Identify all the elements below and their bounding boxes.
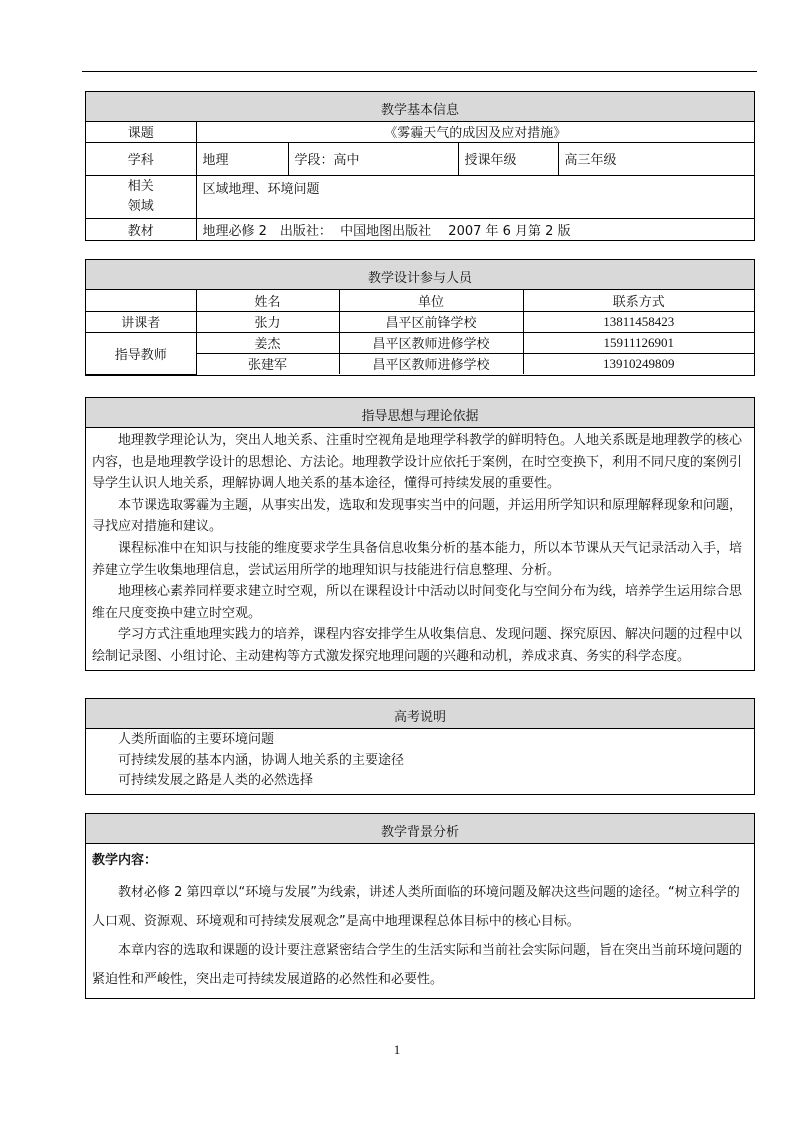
- basic-info-table: [86, 122, 754, 240]
- guide-label: 指导教师: [86, 332, 196, 374]
- staff-col-blank: [86, 290, 196, 311]
- list-item: 人类所面临的主要环境问题: [118, 732, 275, 747]
- col-contact: 联系方式: [523, 290, 754, 311]
- guide-unit: 昌平区教师进修学校: [339, 353, 523, 374]
- stage-label: 学段：: [294, 153, 334, 168]
- grade-value: 高三年级: [558, 142, 754, 175]
- exam-header: 高考说明: [86, 699, 754, 729]
- basic-info-header: 教学基本信息: [86, 92, 754, 122]
- textbook-label: 教材: [86, 218, 196, 240]
- staff-header: 教学设计参与人员: [86, 260, 754, 290]
- list-item: 可持续发展的基本内涵，协调人地关系的主要途径: [118, 752, 405, 768]
- background-section: [85, 813, 755, 999]
- table-row: [86, 311, 754, 332]
- theory-header: 指导思想与理论依据: [86, 398, 754, 428]
- guide-phone: 13910249809: [523, 353, 754, 374]
- lecturer-phone: 13811458423: [523, 311, 754, 332]
- exam-list: [86, 729, 754, 794]
- list-item: 可持续发展之路是人类的必然选择: [118, 773, 314, 788]
- field-label: [86, 175, 196, 218]
- staff-section: [85, 259, 755, 376]
- background-header: 教学背景分析: [86, 814, 754, 844]
- theory-paragraph: 课程标准中在知识与技能的维度要求学生具备信息收集分析的基本能力，所以本节课从天气记录活动入手，培养建立学生收集地理信息，尝试运用所学的地理知识与技能进行信息整理、分析。: [92, 540, 743, 578]
- content-title: 教学内容：: [92, 853, 158, 868]
- topic-label: 课题: [86, 122, 196, 142]
- background-body: [86, 844, 754, 998]
- guide-name: 姜杰: [196, 332, 339, 353]
- table-row: [86, 332, 754, 353]
- background-paragraph: 教材必修 2 第四章以“环境与发展”为线索，讲述人类所面临的环境问题及解决这些问题的途径。“树立科学的人口观、资源观、环境观和可持续发展观念”是高中地理课程总体目标中的核心目标。: [92, 885, 740, 929]
- guide-phone: 15911126901: [523, 332, 754, 353]
- page-number: 1: [393, 1042, 401, 1057]
- field-value: 区域地理、环境问题: [196, 175, 754, 218]
- theory-paragraph: 地理教学理论认为，突出人地关系、注重时空视角是地理学科教学的鲜明特色。人地关系既是地理教学的核心内容，也是地理教学设计的思想论、方法论。地理教学设计应依托于案例，在时空变换下，利用不同尺度的案例引导学生认识人地关系，理解协调人地关系的基本途径，懂得可持续发展的重要性。: [92, 433, 743, 492]
- lecturer-unit: 昌平区前锋学校: [339, 311, 523, 332]
- theory-section: [85, 397, 755, 671]
- theory-paragraph: 本节课选取雾霾为主题，从事实出发，选取和发现事实当中的问题，并运用所学知识和原理解释现象和问题，寻找应对措施和建议。: [92, 497, 743, 535]
- field-label-line-1: 相关: [127, 178, 154, 194]
- field-label-line-2: 领域: [127, 198, 154, 214]
- theory-paragraph: 学习方式注重地理实践力的培养，课程内容安排学生从收集信息、发现问题、探究原因、解决问题的过程中以绘制记录图、小组讨论、主动建构等方式激发探究地理问题的兴趣和动机，养成求真、务实的科学态度。: [92, 627, 743, 664]
- guide-name: 张建军: [196, 353, 339, 374]
- topic-value: 《雾霾天气的成因及应对措施》: [196, 122, 754, 142]
- guide-unit: 昌平区教师进修学校: [339, 332, 523, 353]
- subject-label: 学科: [86, 142, 196, 175]
- exam-section: [85, 698, 755, 795]
- theory-paragraph: 地理核心素养同样要求建立时空观，所以在课程设计中活动以时间变化与空间分布为线，培养学生运用综合思维在尺度变换中建立时空观。: [92, 584, 743, 621]
- basic-info-section: [85, 91, 755, 241]
- background-paragraph: 本章内容的选取和课题的设计要注意紧密结合学生的生活实际和当前社会实际问题，旨在突出当前环境问题的紧迫性和严峻性，突出走可持续发展道路的必然性和必要性。: [92, 943, 743, 987]
- grade-label: 授课年级: [458, 142, 558, 175]
- header-rule: [82, 71, 757, 72]
- subject-value: 地理: [196, 142, 288, 175]
- staff-table: [86, 290, 754, 375]
- col-name: 姓名: [196, 290, 339, 311]
- lecturer-name: 张力: [196, 311, 339, 332]
- textbook-value: 地理必修 2 出版社： 中国地图出版社 2007 年 6 月第 2 版: [196, 218, 754, 240]
- theory-body: [86, 428, 754, 670]
- stage-value: 高中: [333, 153, 360, 168]
- stage-cell: [288, 142, 458, 175]
- lecturer-label: 讲课者: [86, 311, 196, 332]
- col-unit: 单位: [339, 290, 523, 311]
